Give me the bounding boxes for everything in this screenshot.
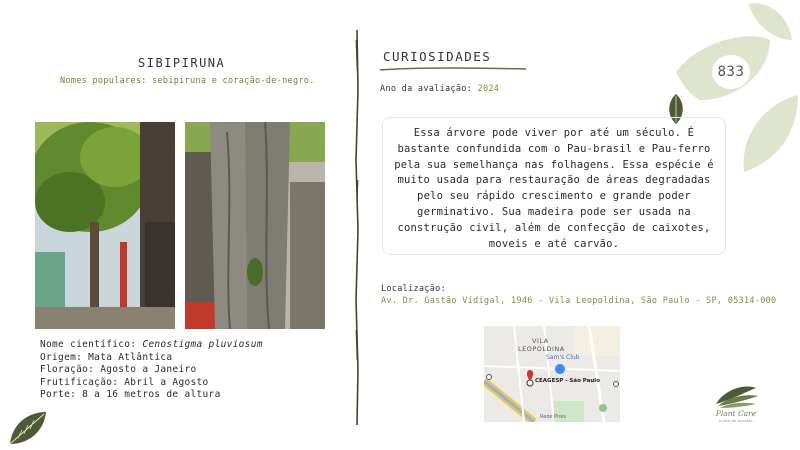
scientific-name: Cenostigma pluviosum bbox=[142, 339, 263, 350]
title-underline bbox=[378, 64, 528, 74]
fact-fruiting: Frutificação: Abril a Agosto bbox=[40, 376, 209, 388]
tree-number: 833 bbox=[712, 55, 750, 89]
fact-flowering: Floração: Agosto a Janeiro bbox=[40, 364, 197, 375]
curiosities-text: Essa árvore pode viver por até um século. É bastante confundida com o Pau-brasil e Pau-ferro pela sua semelhança nas folhagens. Essa espécie é muito usada para restauração de áreas degradadas pelo seu rápido crescimento e grande poder germinativo. Sua madeira pode ser usada na construção civil, além de confecção de caixotes, moveis e até carvão. bbox=[394, 127, 714, 250]
map-bottom-label: Rede Pires bbox=[540, 414, 567, 420]
fact-origin: Origem: Mata Atlântica bbox=[40, 351, 173, 363]
map-area-label-2: LEOPOLDINA bbox=[518, 345, 565, 353]
curiosities-box bbox=[382, 117, 726, 255]
logo-name: Plant Care bbox=[715, 409, 757, 418]
map-pin-label: CEAGESP - São Paulo bbox=[535, 378, 600, 384]
curiosities-title: CURIOSIDADES bbox=[383, 49, 492, 64]
evaluation-year-value: 2024 bbox=[477, 84, 500, 94]
location-label: Localização: bbox=[381, 284, 447, 294]
location-map[interactable] bbox=[484, 326, 620, 422]
location-address: Av. Dr. Gastão Vidigal, 1946 - Vila Leopoldina, São Paulo - SP, 05314-000 bbox=[381, 296, 777, 306]
logo-subtitle: cuida de plantas bbox=[719, 419, 753, 423]
map-store-label: Sam's Club bbox=[546, 354, 580, 361]
fact-size: Porte: 8 a 16 metros de altura bbox=[40, 389, 221, 400]
vertical-divider bbox=[352, 30, 362, 425]
popular-names: Nomes populares: sebipiruna e coração-de-negro. bbox=[60, 76, 315, 86]
map-graphic bbox=[484, 326, 620, 422]
fact-scientific-name: Nome científico: Cenostigma pluviosum bbox=[40, 339, 263, 350]
map-area-label-1: VILA bbox=[532, 337, 549, 345]
tree-facts bbox=[40, 339, 263, 402]
leaf-icon-bottom-left bbox=[8, 408, 48, 446]
tree-photo-canopy bbox=[35, 122, 175, 329]
tree-name: SIBIPIRUNA bbox=[138, 56, 226, 70]
evaluation-year: Ano da avaliação: 2024 bbox=[380, 84, 500, 94]
tree-photo-trunk bbox=[185, 122, 325, 329]
